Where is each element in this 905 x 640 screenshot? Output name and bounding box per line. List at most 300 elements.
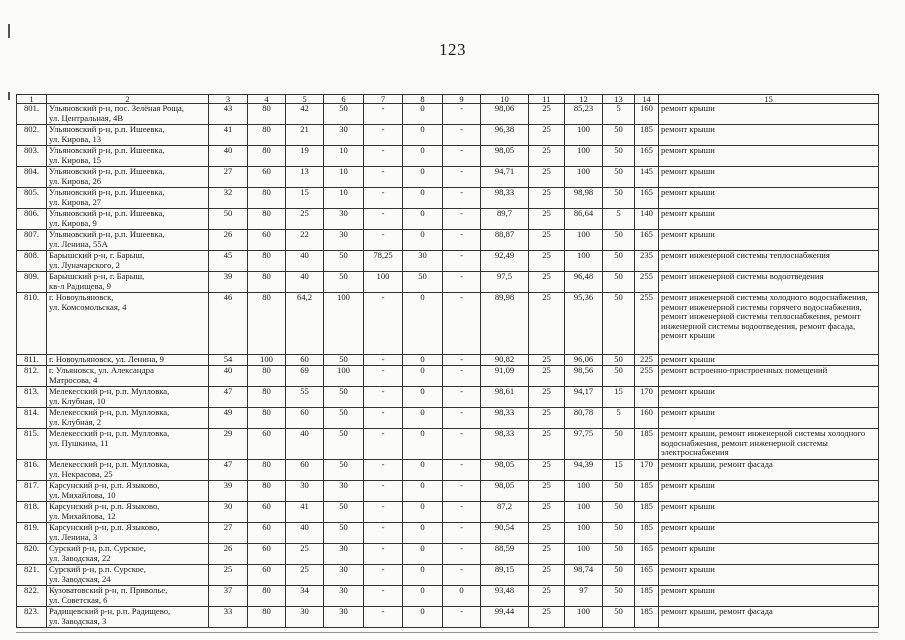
value-cell: 0	[443, 586, 481, 607]
value-cell: 40	[286, 251, 324, 272]
works-cell: ремонт крыши	[659, 188, 879, 209]
value-cell: 25	[529, 251, 565, 272]
value-cell: 165	[635, 544, 659, 565]
value-cell: 97	[565, 586, 603, 607]
value-cell: 97,75	[565, 429, 603, 460]
works-cell: ремонт крыши	[659, 408, 879, 429]
value-cell: 0	[403, 460, 443, 481]
value-cell: 0	[403, 607, 443, 628]
value-cell: 98,98	[565, 188, 603, 209]
value-cell: 0	[403, 293, 443, 355]
value-cell: 100	[565, 146, 603, 167]
value-cell: 25	[529, 586, 565, 607]
row-number-cell: 816.	[17, 460, 47, 481]
value-cell: -	[364, 209, 403, 230]
value-cell: 50	[603, 502, 635, 523]
value-cell: 100	[565, 502, 603, 523]
row-number-cell: 818.	[17, 502, 47, 523]
row-number-cell: 805.	[17, 188, 47, 209]
value-cell: 80	[248, 481, 286, 502]
value-cell: 0	[403, 104, 443, 125]
address-cell: г. Новоульяновск, ул. Комсомольская, 4	[47, 293, 209, 355]
works-cell: ремонт встроенно-пристроенных помещений	[659, 366, 879, 387]
value-cell: -	[443, 481, 481, 502]
value-cell: 15	[603, 387, 635, 408]
value-cell: 25	[529, 167, 565, 188]
value-cell: 60	[286, 460, 324, 481]
value-cell: 50	[324, 355, 364, 366]
works-cell: ремонт крыши	[659, 209, 879, 230]
value-cell: -	[443, 429, 481, 460]
value-cell: 80	[248, 104, 286, 125]
value-cell: -	[364, 408, 403, 429]
address-cell: Карсунский р-н, р.п. Языково, ул. Михайлова, 10	[47, 481, 209, 502]
value-cell: 30	[324, 481, 364, 502]
value-cell: 100	[364, 272, 403, 293]
value-cell: -	[443, 188, 481, 209]
value-cell: 50	[603, 366, 635, 387]
value-cell: 40	[286, 429, 324, 460]
value-cell: 50	[324, 502, 364, 523]
value-cell: 80	[248, 387, 286, 408]
value-cell: -	[443, 125, 481, 146]
value-cell: 25	[529, 607, 565, 628]
works-cell: ремонт инженерной системы теплоснабжения	[659, 251, 879, 272]
value-cell: 50	[603, 523, 635, 544]
value-cell: 100	[248, 355, 286, 366]
header-cell: 10	[481, 95, 529, 104]
value-cell: 50	[324, 408, 364, 429]
value-cell: 94,71	[481, 167, 529, 188]
works-cell: ремонт крыши	[659, 146, 879, 167]
value-cell: 54	[209, 355, 248, 366]
value-cell: 89,98	[481, 293, 529, 355]
value-cell: 25	[529, 544, 565, 565]
value-cell: 185	[635, 429, 659, 460]
value-cell: -	[443, 146, 481, 167]
value-cell: 0	[403, 408, 443, 429]
table-row	[17, 408, 879, 429]
value-cell: 80	[248, 607, 286, 628]
address-cell: Кузоватовский р-н, п. Приволье, ул. Советская, 6	[47, 586, 209, 607]
value-cell: 165	[635, 565, 659, 586]
value-cell: 255	[635, 293, 659, 355]
value-cell: 50	[603, 293, 635, 355]
value-cell: 50	[324, 251, 364, 272]
value-cell: 32	[209, 188, 248, 209]
value-cell: 69	[286, 366, 324, 387]
value-cell: 60	[248, 565, 286, 586]
value-cell: 50	[603, 125, 635, 146]
value-cell: 40	[286, 272, 324, 293]
value-cell: 98,33	[481, 429, 529, 460]
value-cell: 10	[324, 188, 364, 209]
value-cell: -	[443, 167, 481, 188]
value-cell: 0	[403, 544, 443, 565]
value-cell: 185	[635, 125, 659, 146]
value-cell: 98,56	[565, 366, 603, 387]
value-cell: -	[443, 251, 481, 272]
value-cell: 80	[248, 293, 286, 355]
value-cell: -	[364, 502, 403, 523]
value-cell: 50	[603, 607, 635, 628]
value-cell: 0	[403, 355, 443, 366]
value-cell: 98,33	[481, 408, 529, 429]
value-cell: 50	[324, 523, 364, 544]
table-row	[17, 565, 879, 586]
value-cell: 40	[286, 523, 324, 544]
table-row	[17, 230, 879, 251]
value-cell: 98,33	[481, 188, 529, 209]
value-cell: 27	[209, 523, 248, 544]
value-cell: 39	[209, 272, 248, 293]
value-cell: 60	[248, 429, 286, 460]
address-cell: Ульяновский р-н, р.п. Ишеевка, ул. Кирова, 26	[47, 167, 209, 188]
value-cell: 96,48	[565, 272, 603, 293]
value-cell: 25	[529, 408, 565, 429]
value-cell: 86,64	[565, 209, 603, 230]
header-cell: 3	[209, 95, 248, 104]
address-cell: Мелекесский р-н, р.п. Мулловка, ул. Клубная, 2	[47, 408, 209, 429]
header-cell: 2	[47, 95, 209, 104]
table-row	[17, 272, 879, 293]
value-cell: 25	[529, 387, 565, 408]
value-cell: 165	[635, 230, 659, 251]
works-cell: ремонт крыши	[659, 523, 879, 544]
works-cell: ремонт крыши	[659, 481, 879, 502]
value-cell: 98,05	[481, 481, 529, 502]
value-cell: 100	[324, 366, 364, 387]
value-cell: -	[364, 523, 403, 544]
value-cell: 41	[286, 502, 324, 523]
value-cell: 25	[529, 293, 565, 355]
address-cell: Мелекесский р-н, р.п. Мулловка, ул. Клубная, 10	[47, 387, 209, 408]
value-cell: 95,36	[565, 293, 603, 355]
margin-mark	[8, 24, 10, 38]
value-cell: 80	[248, 408, 286, 429]
value-cell: -	[443, 544, 481, 565]
value-cell: 25	[529, 429, 565, 460]
value-cell: -	[443, 523, 481, 544]
value-cell: 100	[565, 125, 603, 146]
value-cell: 0	[403, 429, 443, 460]
value-cell: 0	[403, 387, 443, 408]
address-cell: Ульяновский р-н, р.п. Ишеевка, ул. Кирова, 27	[47, 188, 209, 209]
value-cell: 10	[324, 146, 364, 167]
header-cell: 9	[443, 95, 481, 104]
value-cell: 50	[324, 387, 364, 408]
table-row	[17, 460, 879, 481]
value-cell: 25	[529, 355, 565, 366]
value-cell: 10	[324, 167, 364, 188]
value-cell: 99,44	[481, 607, 529, 628]
value-cell: 50	[324, 460, 364, 481]
row-number-cell: 819.	[17, 523, 47, 544]
row-number-cell: 817.	[17, 481, 47, 502]
value-cell: -	[364, 586, 403, 607]
works-cell: ремонт крыши	[659, 586, 879, 607]
table-row	[17, 125, 879, 146]
value-cell: 29	[209, 429, 248, 460]
value-cell: 27	[209, 167, 248, 188]
value-cell: 80	[248, 125, 286, 146]
works-cell: ремонт крыши	[659, 387, 879, 408]
table-row	[17, 293, 879, 355]
value-cell: 60	[248, 230, 286, 251]
value-cell: 100	[565, 607, 603, 628]
value-cell: 0	[403, 167, 443, 188]
value-cell: 30	[324, 565, 364, 586]
value-cell: 25	[286, 565, 324, 586]
value-cell: 0	[403, 209, 443, 230]
value-cell: -	[443, 607, 481, 628]
value-cell: -	[364, 230, 403, 251]
table-header-row	[17, 95, 879, 104]
value-cell: 98,05	[481, 146, 529, 167]
value-cell: 25	[529, 188, 565, 209]
value-cell: 90,82	[481, 355, 529, 366]
value-cell: 96,38	[481, 125, 529, 146]
value-cell: 50	[603, 272, 635, 293]
value-cell: 185	[635, 607, 659, 628]
value-cell: 100	[565, 544, 603, 565]
value-cell: 80	[248, 586, 286, 607]
works-cell: ремонт инженерной системы водоотведения	[659, 272, 879, 293]
row-number-cell: 823.	[17, 607, 47, 628]
value-cell: 0	[403, 481, 443, 502]
value-cell: -	[443, 355, 481, 366]
works-cell: ремонт крыши	[659, 230, 879, 251]
table-row	[17, 251, 879, 272]
value-cell: 46	[209, 293, 248, 355]
value-cell: 50	[603, 251, 635, 272]
value-cell: 50	[403, 272, 443, 293]
value-cell: 90,54	[481, 523, 529, 544]
address-cell: Барышский р-н, г. Барыш, ул. Луначарского, 2	[47, 251, 209, 272]
value-cell: 0	[403, 366, 443, 387]
value-cell: 165	[635, 146, 659, 167]
value-cell: 60	[248, 167, 286, 188]
address-cell: Ульяновский р-н, р.п. Ишеевка, ул. Ленина, 55А	[47, 230, 209, 251]
value-cell: 40	[209, 366, 248, 387]
value-cell: 50	[603, 146, 635, 167]
table-row	[17, 586, 879, 607]
value-cell: 40	[209, 146, 248, 167]
value-cell: 80	[248, 460, 286, 481]
value-cell: 50	[603, 481, 635, 502]
value-cell: 80	[248, 366, 286, 387]
value-cell: -	[364, 429, 403, 460]
address-cell: Барышский р-н, г. Барыш, кв-л Радищева, 9	[47, 272, 209, 293]
value-cell: 15	[286, 188, 324, 209]
row-number-cell: 806.	[17, 209, 47, 230]
table-row	[17, 104, 879, 125]
value-cell: 22	[286, 230, 324, 251]
value-cell: 25	[286, 544, 324, 565]
value-cell: 26	[209, 544, 248, 565]
value-cell: 50	[603, 355, 635, 366]
value-cell: 50	[324, 272, 364, 293]
value-cell: 30	[324, 209, 364, 230]
row-number-cell: 810.	[17, 293, 47, 355]
value-cell: 255	[635, 272, 659, 293]
address-cell: Радищевский р-н, р.п. Радищево, ул. Заводская, 3	[47, 607, 209, 628]
value-cell: 60	[248, 502, 286, 523]
value-cell: -	[443, 209, 481, 230]
value-cell: 34	[286, 586, 324, 607]
value-cell: 87,2	[481, 502, 529, 523]
value-cell: -	[443, 565, 481, 586]
row-number-cell: 812.	[17, 366, 47, 387]
value-cell: 100	[324, 293, 364, 355]
value-cell: 165	[635, 188, 659, 209]
value-cell: 47	[209, 460, 248, 481]
value-cell: -	[364, 366, 403, 387]
works-cell: ремонт крыши	[659, 544, 879, 565]
value-cell: 30	[324, 230, 364, 251]
table-row	[17, 502, 879, 523]
value-cell: 64,2	[286, 293, 324, 355]
value-cell: 30	[286, 481, 324, 502]
value-cell: 41	[209, 125, 248, 146]
value-cell: 49	[209, 408, 248, 429]
value-cell: 80	[248, 272, 286, 293]
value-cell: 25	[529, 502, 565, 523]
value-cell: 255	[635, 366, 659, 387]
value-cell: 185	[635, 481, 659, 502]
value-cell: 50	[324, 104, 364, 125]
value-cell: -	[364, 125, 403, 146]
value-cell: 30	[324, 125, 364, 146]
value-cell: -	[443, 408, 481, 429]
value-cell: 25	[529, 146, 565, 167]
value-cell: 5	[603, 408, 635, 429]
value-cell: 19	[286, 146, 324, 167]
value-cell: -	[443, 502, 481, 523]
works-cell: ремонт инженерной системы холодного водоснабжения, ремонт инженерной системы горячего водоснабжения, ремонт инженерной системы теплоснабжения, ремонт инженерной системы водоотведения, ремонт фасада, ремонт крыши	[659, 293, 879, 355]
table-row	[17, 387, 879, 408]
bottom-rule	[16, 632, 878, 633]
address-cell: Сурский р-н, р.п. Сурское, ул. Заводская, 24	[47, 565, 209, 586]
works-cell: ремонт крыши, ремонт фасада	[659, 460, 879, 481]
value-cell: 15	[603, 460, 635, 481]
value-cell: -	[443, 104, 481, 125]
table-row	[17, 188, 879, 209]
value-cell: -	[443, 387, 481, 408]
header-cell: 8	[403, 95, 443, 104]
value-cell: -	[364, 481, 403, 502]
address-cell: Карсунский р-н, р.п. Языково, ул. Ленина, 3	[47, 523, 209, 544]
value-cell: 0	[403, 565, 443, 586]
value-cell: 85,23	[565, 104, 603, 125]
value-cell: 5	[603, 209, 635, 230]
value-cell: 45	[209, 251, 248, 272]
table-row	[17, 523, 879, 544]
value-cell: -	[364, 544, 403, 565]
value-cell: 80	[248, 188, 286, 209]
works-cell: ремонт крыши	[659, 167, 879, 188]
header-cell: 1	[17, 95, 47, 104]
value-cell: 0	[403, 502, 443, 523]
value-cell: -	[364, 104, 403, 125]
address-cell: г. Новоульяновск, ул. Ленина, 9	[47, 355, 209, 366]
value-cell: 89,7	[481, 209, 529, 230]
value-cell: 25	[529, 523, 565, 544]
value-cell: 98,06	[481, 104, 529, 125]
value-cell: 97,5	[481, 272, 529, 293]
row-number-cell: 821.	[17, 565, 47, 586]
value-cell: 37	[209, 586, 248, 607]
table-row	[17, 481, 879, 502]
value-cell: 39	[209, 481, 248, 502]
value-cell: -	[364, 188, 403, 209]
row-number-cell: 820.	[17, 544, 47, 565]
value-cell: -	[364, 167, 403, 188]
value-cell: 0	[403, 188, 443, 209]
value-cell: 25	[286, 209, 324, 230]
value-cell: 25	[209, 565, 248, 586]
works-cell: ремонт крыши, ремонт инженерной системы холодного водоснабжения, ремонт инженерной системы электроснабжения	[659, 429, 879, 460]
value-cell: -	[364, 607, 403, 628]
value-cell: 91,09	[481, 366, 529, 387]
value-cell: 185	[635, 586, 659, 607]
value-cell: 94,39	[565, 460, 603, 481]
value-cell: 50	[603, 429, 635, 460]
address-cell: Ульяновский р-н, р.п. Ишеевка, ул. Кирова, 15	[47, 146, 209, 167]
value-cell: 26	[209, 230, 248, 251]
value-cell: 50	[603, 565, 635, 586]
works-cell: ремонт крыши	[659, 565, 879, 586]
value-cell: 43	[209, 104, 248, 125]
value-cell: 80	[248, 146, 286, 167]
value-cell: 25	[529, 209, 565, 230]
value-cell: 80	[248, 209, 286, 230]
value-cell: 225	[635, 355, 659, 366]
table-row	[17, 607, 879, 628]
value-cell: 80	[248, 251, 286, 272]
value-cell: 89,15	[481, 565, 529, 586]
row-number-cell: 811.	[17, 355, 47, 366]
address-cell: Сурский р-н, р.п. Сурское, ул. Заводская, 22	[47, 544, 209, 565]
row-number-cell: 813.	[17, 387, 47, 408]
value-cell: 47	[209, 387, 248, 408]
value-cell: 50	[603, 586, 635, 607]
value-cell: 160	[635, 408, 659, 429]
value-cell: 30	[324, 544, 364, 565]
value-cell: 30	[286, 607, 324, 628]
table-row	[17, 355, 879, 366]
value-cell: 50	[603, 230, 635, 251]
value-cell: 94,17	[565, 387, 603, 408]
value-cell: 25	[529, 460, 565, 481]
value-cell: 50	[603, 167, 635, 188]
value-cell: 30	[403, 251, 443, 272]
header-cell: 12	[565, 95, 603, 104]
value-cell: 0	[403, 125, 443, 146]
value-cell: 0	[403, 230, 443, 251]
value-cell: 98,05	[481, 460, 529, 481]
header-cell: 6	[324, 95, 364, 104]
header-cell: 5	[286, 95, 324, 104]
value-cell: 170	[635, 387, 659, 408]
value-cell: 25	[529, 104, 565, 125]
value-cell: 80,78	[565, 408, 603, 429]
value-cell: 60	[248, 523, 286, 544]
header-cell: 14	[635, 95, 659, 104]
value-cell: -	[443, 366, 481, 387]
value-cell: 100	[565, 167, 603, 188]
header-cell: 15	[659, 95, 879, 104]
